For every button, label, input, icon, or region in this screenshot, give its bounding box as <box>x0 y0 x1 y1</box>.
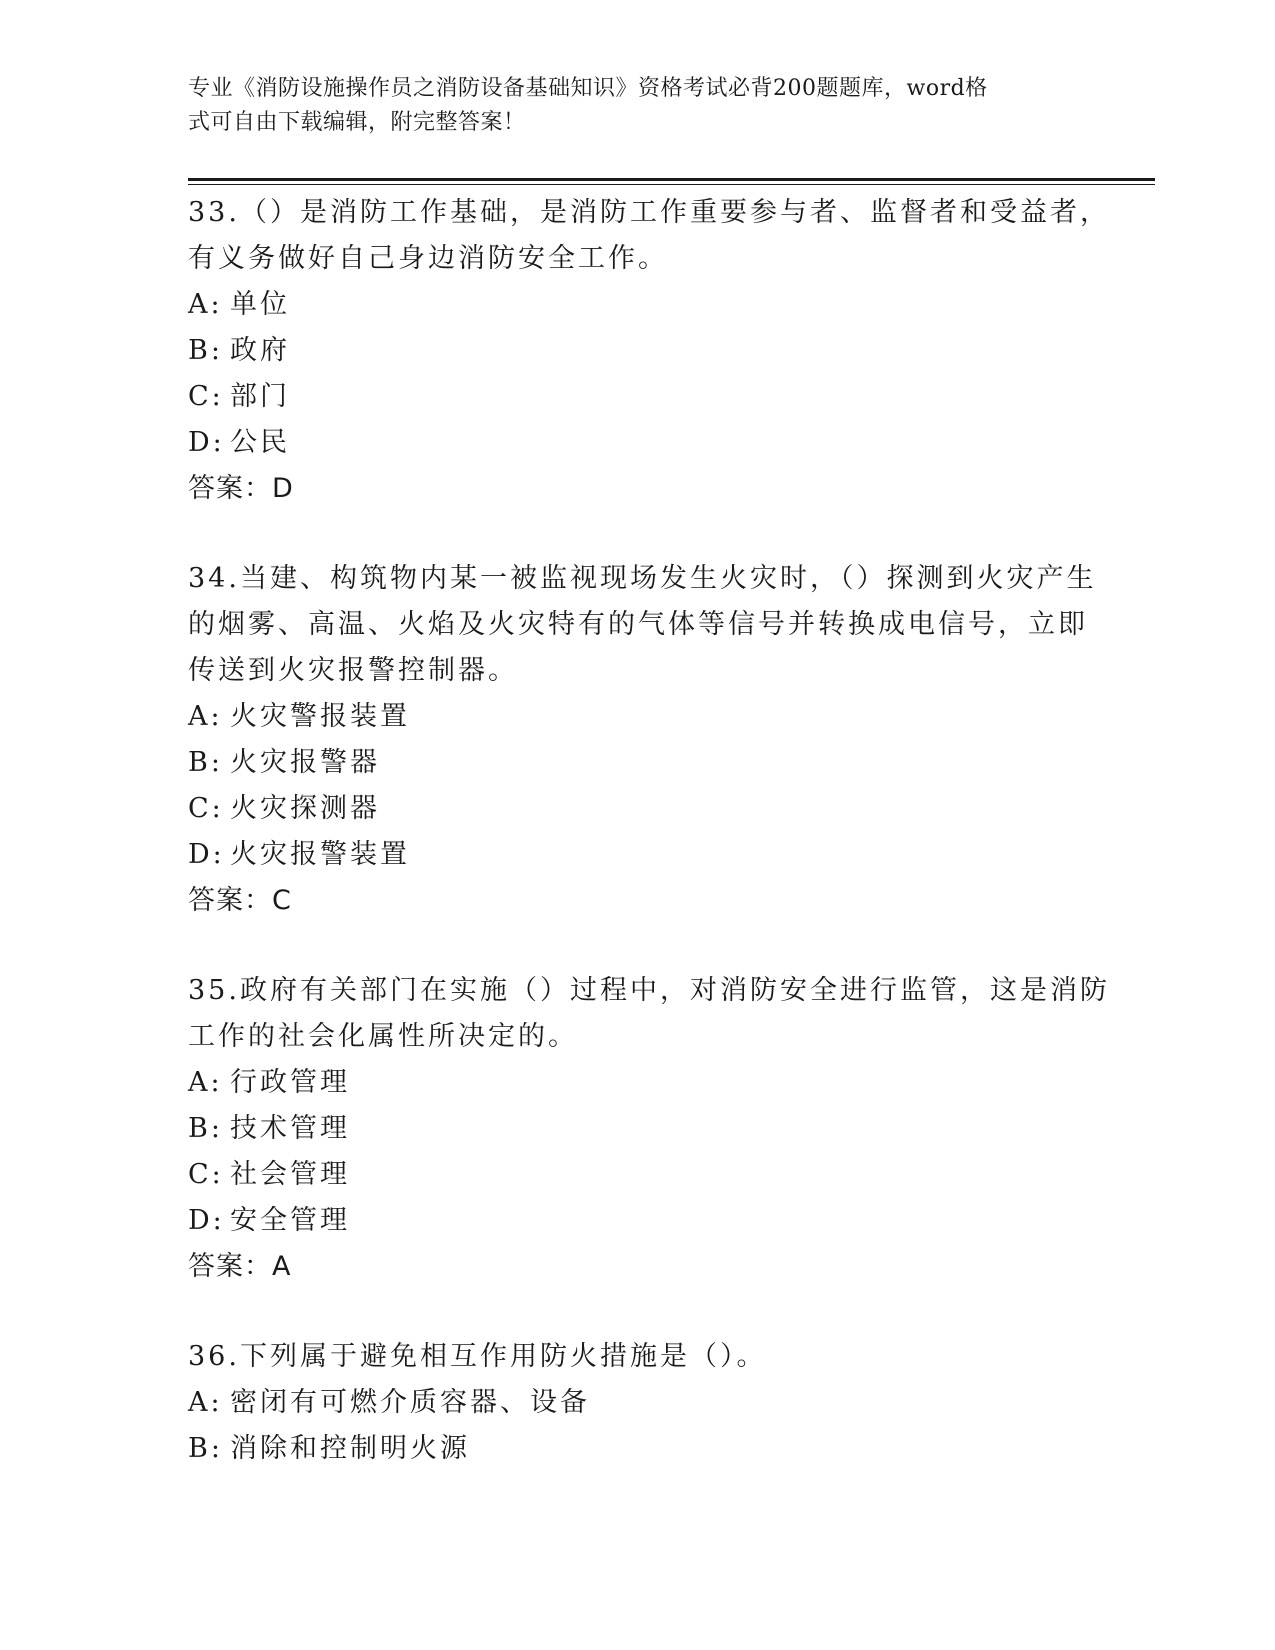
option-text: 火灾报警装置 <box>230 839 410 870</box>
option-letter: C: <box>188 1159 224 1190</box>
option-text: 安全管理 <box>230 1205 350 1236</box>
option-d <box>188 420 1088 466</box>
question-stem <box>188 1334 1088 1380</box>
option-text: 部门 <box>230 381 290 412</box>
option-letter: D: <box>188 427 225 458</box>
option-letter: D: <box>188 839 225 870</box>
answer-line: 答案：C <box>188 885 292 916</box>
question-34 <box>188 556 1097 924</box>
option-text: 密闭有可燃介质容器、设备 <box>230 1387 590 1418</box>
spacer <box>188 512 1088 556</box>
spacer <box>188 1290 1088 1334</box>
option-c <box>188 374 1088 420</box>
option-b <box>188 1106 1088 1152</box>
question-stem <box>188 556 1097 694</box>
option-letter: A: <box>188 289 223 320</box>
spacer <box>188 924 1088 968</box>
question-stem <box>188 968 1110 1060</box>
option-letter: A: <box>188 701 223 732</box>
option-c <box>188 1152 1088 1198</box>
option-c <box>188 786 1088 832</box>
option-text: 消除和控制明火源 <box>230 1433 470 1464</box>
header-line-2: 式可自由下载编辑，附完整答案！ <box>188 110 526 135</box>
question-33 <box>188 190 1110 512</box>
option-letter: A: <box>188 1387 223 1418</box>
stem-line: 36.下列属于避免相互作用防火措施是（）。 <box>188 1341 767 1372</box>
question-list <box>188 190 1110 1472</box>
option-text: 技术管理 <box>230 1113 350 1144</box>
option-letter: B: <box>188 1433 223 1464</box>
option-letter: B: <box>188 335 223 366</box>
option-a <box>188 282 1088 328</box>
stem-line: 35.政府有关部门在实施（）过程中，对消防安全进行监管，这是消防 <box>188 975 1110 1006</box>
stem-line: 传送到火灾报警控制器。 <box>188 655 518 686</box>
stem-line: 33.（）是消防工作基础，是消防工作重要参与者、监督者和受益者， <box>188 197 1110 228</box>
option-b <box>188 1426 1088 1472</box>
answer-line: 答案：D <box>188 473 294 504</box>
header-line-1: 专业《消防设施操作员之消防设备基础知识》资格考试必背200题题库，word格 <box>188 76 988 101</box>
question-35 <box>188 968 1110 1290</box>
option-a <box>188 1060 1088 1106</box>
stem-line: 有义务做好自己身边消防安全工作。 <box>188 243 668 274</box>
option-b <box>188 740 1088 786</box>
option-letter: C: <box>188 381 224 412</box>
option-letter: C: <box>188 793 224 824</box>
option-text: 火灾报警器 <box>230 747 380 778</box>
option-a <box>188 1380 1088 1426</box>
option-d <box>188 832 1088 878</box>
option-d <box>188 1198 1088 1244</box>
question-36 <box>188 1334 1088 1472</box>
option-letter: A: <box>188 1067 223 1098</box>
answer-line: 答案：A <box>188 1251 292 1282</box>
stem-line: 的烟雾、高温、火焰及火灾特有的气体等信号并转换成电信号，立即 <box>188 609 1088 640</box>
stem-line: 工作的社会化属性所决定的。 <box>188 1021 578 1052</box>
option-text: 政府 <box>230 335 290 366</box>
header-divider-thick <box>188 178 1155 181</box>
option-a <box>188 694 1088 740</box>
question-stem <box>188 190 1110 282</box>
option-text: 社会管理 <box>230 1159 350 1190</box>
option-letter: B: <box>188 747 223 778</box>
option-b <box>188 328 1088 374</box>
stem-line: 34.当建、构筑物内某一被监视现场发生火灾时，（）探测到火灾产生 <box>188 563 1097 594</box>
option-text: 单位 <box>230 289 290 320</box>
header-divider-thin <box>188 184 1155 185</box>
option-text: 公民 <box>230 427 290 458</box>
option-letter: D: <box>188 1205 225 1236</box>
option-text: 火灾警报装置 <box>230 701 410 732</box>
option-text: 行政管理 <box>230 1067 350 1098</box>
document-header <box>188 72 1068 140</box>
option-text: 火灾探测器 <box>230 793 380 824</box>
option-letter: B: <box>188 1113 223 1144</box>
